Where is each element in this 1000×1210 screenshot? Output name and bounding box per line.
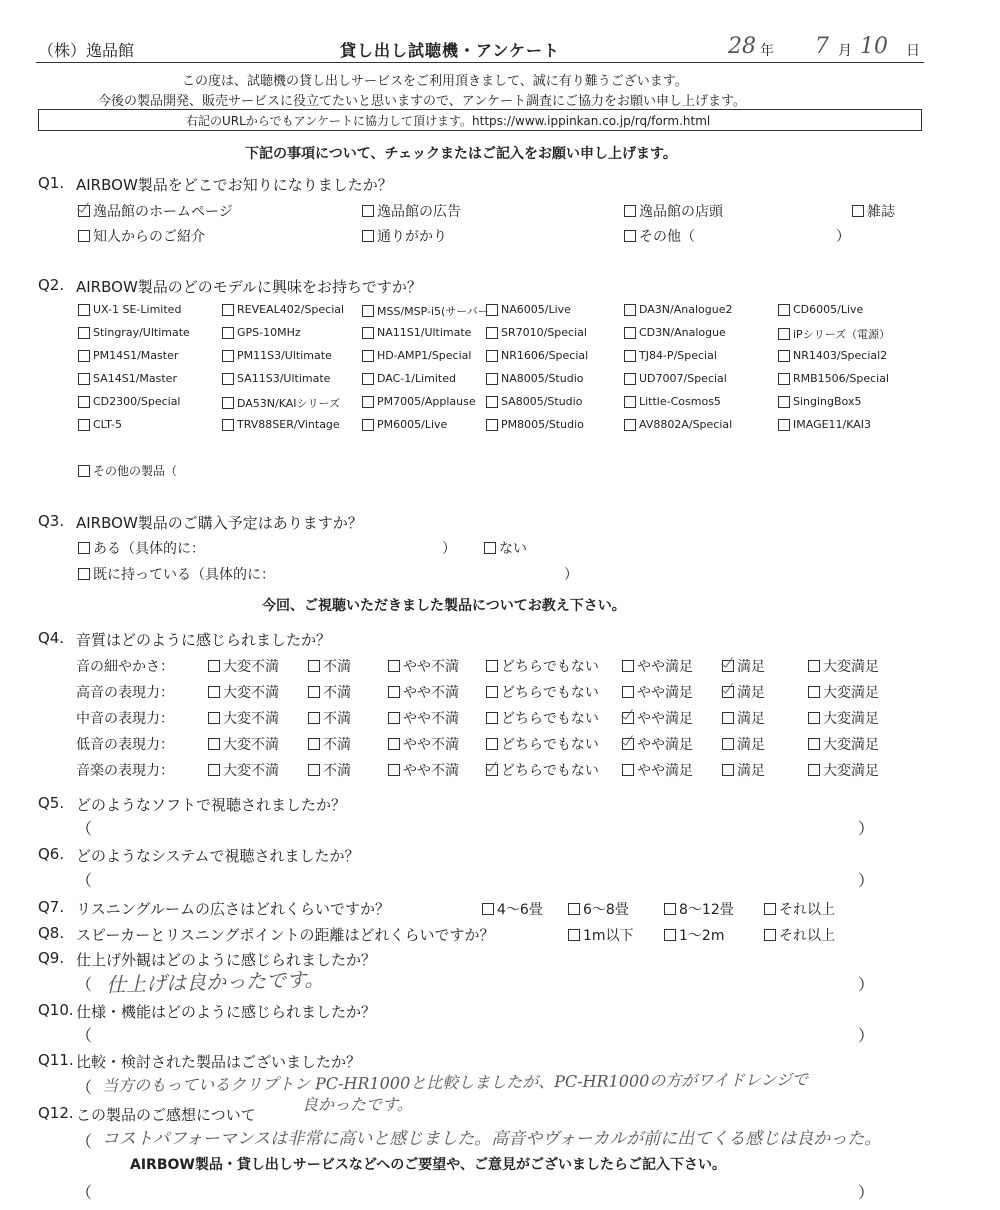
q4-rating-option[interactable]: 満足 <box>722 708 765 728</box>
checkbox[interactable] <box>486 327 498 339</box>
day-label: 日 <box>906 43 920 59</box>
q2-model-option[interactable]: UD7007/Special <box>624 372 727 385</box>
q4-rating-option[interactable]: 不満 <box>308 656 351 676</box>
q6-number: Q6. <box>38 845 65 863</box>
q1-option[interactable]: 逸品館の店頭 <box>624 201 723 221</box>
form-title: 貸し出し試聴機・アンケート <box>340 41 561 60</box>
q3-close-paren: ） <box>564 567 578 583</box>
checkbox[interactable] <box>362 350 374 362</box>
q2-model-option[interactable]: SR7010/Special <box>486 326 587 339</box>
q4-rating-option[interactable]: 大変不満 <box>208 734 279 754</box>
checkbox[interactable] <box>362 205 374 217</box>
q4-rating-option[interactable]: 満足 <box>722 734 765 754</box>
q2-model-option[interactable]: HD-AMP1/Special <box>362 349 471 362</box>
checkbox[interactable] <box>388 686 400 698</box>
q7-option[interactable]: 4～6畳 <box>482 899 543 919</box>
date-month: 7 <box>815 34 829 59</box>
checkbox[interactable] <box>568 929 580 941</box>
q8-number: Q8. <box>38 924 65 942</box>
q2-model-option[interactable]: RMB1506/Special <box>778 372 889 385</box>
q2-model-option[interactable]: MSS/MSP-i5(サーバー <box>362 303 489 319</box>
q2-model-option[interactable]: TJ84-P/Special <box>624 349 717 362</box>
checkbox[interactable] <box>622 712 634 724</box>
q8-option[interactable]: 1～2m <box>664 925 724 945</box>
q3-option-yes[interactable]: ある（具体的に： <box>78 538 205 558</box>
q7-option[interactable]: 8～12畳 <box>664 899 734 919</box>
checkbox[interactable] <box>308 686 320 698</box>
checkbox[interactable] <box>622 686 634 698</box>
q2-model-option[interactable]: DA3N/Analogue2 <box>624 303 732 316</box>
q3-close-paren: ） <box>442 541 456 557</box>
checkbox[interactable] <box>722 764 734 776</box>
q1-option[interactable]: 逸品館の広告 <box>362 201 461 221</box>
q7-number: Q7. <box>38 898 65 916</box>
checkbox[interactable] <box>722 660 734 672</box>
q3-text: AIRBOW製品のご購入予定はありますか？ <box>76 514 363 532</box>
checkbox[interactable] <box>208 686 220 698</box>
q4-rating-option[interactable]: 不満 <box>308 708 351 728</box>
checkbox[interactable] <box>222 327 234 339</box>
q12-number: Q12. <box>38 1104 74 1122</box>
checkbox[interactable] <box>486 738 498 750</box>
q4-rating-option[interactable]: やや満足 <box>622 708 693 728</box>
checkbox[interactable] <box>778 328 790 340</box>
checkbox[interactable] <box>486 419 498 431</box>
q4-rating-option[interactable]: 大変満足 <box>808 760 879 780</box>
q2-model-option[interactable]: Stingray/Ultimate <box>78 326 190 339</box>
checkbox[interactable] <box>764 929 776 941</box>
checkbox[interactable] <box>486 396 498 408</box>
checkbox[interactable] <box>664 929 676 941</box>
checkbox[interactable] <box>852 205 864 217</box>
q2-model-option[interactable]: TRV88SER/Vintage <box>222 418 340 431</box>
q2-model-option[interactable]: NR1606/Special <box>486 349 588 362</box>
q8-text: スピーカーとリスニングポイントの距離はどれくらいですか？ <box>76 926 495 944</box>
q4-rating-option[interactable]: やや満足 <box>622 656 693 676</box>
q2-model-option[interactable]: IMAGE11/KAI3 <box>778 418 871 431</box>
q2-model-option[interactable]: CD6005/Live <box>778 303 863 316</box>
checkbox[interactable] <box>808 660 820 672</box>
checkbox[interactable] <box>222 397 234 409</box>
checkbox[interactable] <box>624 396 636 408</box>
q11-answer-line2[interactable]: 良かったです。 <box>302 1095 413 1114</box>
q4-rating-option[interactable]: やや不満 <box>388 734 459 754</box>
intro-line1: この度は、試聴機の貸し出しサービスをご利用頂きまして、誠に有り難うございます。 <box>182 74 688 89</box>
date-day: 10 <box>860 34 888 59</box>
checkbox[interactable] <box>722 738 734 750</box>
checkbox[interactable] <box>722 686 734 698</box>
checkbox[interactable] <box>78 373 90 385</box>
checkbox[interactable] <box>308 660 320 672</box>
q4-rating-option[interactable]: 満足 <box>722 760 765 780</box>
checkbox[interactable] <box>362 373 374 385</box>
header-underline <box>36 62 924 63</box>
q11-number: Q11. <box>38 1051 74 1069</box>
checkbox[interactable] <box>78 465 90 477</box>
checkbox[interactable] <box>362 327 374 339</box>
q4-number: Q4. <box>38 629 65 647</box>
store-name: （株）逸品館 <box>38 41 135 60</box>
checkbox[interactable] <box>808 764 820 776</box>
q4-rating-option[interactable]: どちらでもない <box>486 760 599 780</box>
paren-close: ） <box>858 1026 875 1045</box>
q2-model-option[interactable]: DA53N/KAIシリーズ <box>222 395 340 411</box>
q8-option[interactable]: 1m以下 <box>568 925 634 945</box>
checkbox[interactable] <box>78 230 90 242</box>
checkbox[interactable] <box>78 568 90 580</box>
q4-row-label: 音楽の表現力： <box>76 763 174 779</box>
checkbox[interactable] <box>308 712 320 724</box>
paren-close: ） <box>858 1183 875 1202</box>
checkbox[interactable] <box>778 419 790 431</box>
q10-text: 仕様・機能はどのように感じられましたか？ <box>76 1003 377 1021</box>
q1-close-paren: ） <box>836 229 850 245</box>
q2-model-option[interactable]: PM14S1/Master <box>78 349 178 362</box>
checkbox[interactable] <box>78 396 90 408</box>
paren-open: （ <box>76 975 93 994</box>
paren-close: ） <box>858 819 875 838</box>
q4-rating-option[interactable]: 不満 <box>308 734 351 754</box>
q5-number: Q5. <box>38 794 65 812</box>
q4-row-label: 低音の表現力： <box>76 737 174 753</box>
intro-line2: 今後の製品開発、販売サービスに役立てたいと思いますので、アンケート調査にご協力をお願い申し上げます。 <box>98 94 746 109</box>
q4-rating-option[interactable]: 大変満足 <box>808 656 879 676</box>
q2-model-option[interactable]: AV8802A/Special <box>624 418 732 431</box>
checkbox[interactable] <box>486 660 498 672</box>
checkbox[interactable] <box>778 396 790 408</box>
q3-option-have[interactable]: 既に持っている（具体的に： <box>78 564 275 584</box>
q7-option[interactable]: 6～8畳 <box>568 899 629 919</box>
q4-rating-option[interactable]: やや満足 <box>622 734 693 754</box>
q2-model-option[interactable]: NA6005/Live <box>486 303 571 316</box>
q4-rating-option[interactable]: 大変不満 <box>208 682 279 702</box>
q2-text: AIRBOW製品のどのモデルに興味をお持ちですか？ <box>76 278 422 296</box>
checkbox[interactable] <box>388 712 400 724</box>
q5-text: どのようなソフトで視聴されましたか？ <box>76 796 347 814</box>
checkbox[interactable] <box>208 660 220 672</box>
checkbox[interactable] <box>362 305 374 317</box>
checkbox[interactable] <box>78 205 90 217</box>
checkbox[interactable] <box>808 738 820 750</box>
q2-model-option[interactable]: SingingBox5 <box>778 395 861 408</box>
paren-open: （ <box>76 819 93 838</box>
q4-rating-option[interactable]: やや不満 <box>388 682 459 702</box>
q1-option[interactable]: 知人からのご紹介 <box>78 226 205 246</box>
q4-row-label: 音の細やかさ： <box>76 659 174 675</box>
q11-answer-line1[interactable]: 当方のもっているクリプトン PC-HR1000と比較しましたが、PC-HR1000の方がワイドレンジで <box>101 1069 809 1096</box>
q1-text: AIRBOW製品をどこでお知りになりましたか？ <box>76 176 393 194</box>
checkbox[interactable] <box>388 660 400 672</box>
q12-answer-field[interactable]: コストパフォーマンスは非常に高いと感じました。高音やヴォーカルが前に出てくる感じは良かった。 <box>102 1129 882 1149</box>
checkbox[interactable] <box>222 373 234 385</box>
q2-model-option[interactable]: SA8005/Studio <box>486 395 582 408</box>
checkbox[interactable] <box>622 764 634 776</box>
q2-model-option[interactable]: SA11S3/Ultimate <box>222 372 330 385</box>
q4-rating-option[interactable]: 大変満足 <box>808 708 879 728</box>
q3-number: Q3. <box>38 512 65 530</box>
q2-model-option[interactable]: NA11S1/Ultimate <box>362 326 471 339</box>
q4-rating-option[interactable]: 満足 <box>722 682 765 702</box>
q1-option[interactable]: 雑誌 <box>852 201 895 221</box>
checkbox[interactable] <box>362 419 374 431</box>
q4-row-label: 高音の表現力： <box>76 685 174 701</box>
checkbox[interactable] <box>308 738 320 750</box>
q2-model-option[interactable]: iPシリーズ（電源） <box>778 326 890 342</box>
checkbox[interactable] <box>764 903 776 915</box>
q2-model-option[interactable]: GPS-10MHz <box>222 326 301 339</box>
checkbox[interactable] <box>624 205 636 217</box>
checkbox[interactable] <box>664 903 676 915</box>
q4-rating-option[interactable]: どちらでもない <box>486 682 599 702</box>
checkbox[interactable] <box>622 738 634 750</box>
q4-rating-option[interactable]: 大変満足 <box>808 734 879 754</box>
checkbox[interactable] <box>778 373 790 385</box>
q1-option[interactable]: 逸品館のホームページ <box>78 201 233 221</box>
date-year: 28 <box>728 34 756 59</box>
q4-row-label: 中音の表現力： <box>76 711 174 727</box>
q4-rating-option[interactable]: 満足 <box>722 656 765 676</box>
checkbox[interactable] <box>486 373 498 385</box>
checkbox[interactable] <box>362 396 374 408</box>
q4-rating-option[interactable]: 大変不満 <box>208 760 279 780</box>
paren-close: ） <box>858 975 875 994</box>
section-heading: 今回、ご視聴いただきました製品についてお教え下さい。 <box>262 598 626 614</box>
checkbox[interactable] <box>624 373 636 385</box>
q4-rating-option[interactable]: やや不満 <box>388 656 459 676</box>
checkbox[interactable] <box>624 304 636 316</box>
checkbox[interactable] <box>568 903 580 915</box>
checkbox[interactable] <box>778 350 790 362</box>
q4-rating-option[interactable]: やや満足 <box>622 760 693 780</box>
q2-model-option[interactable]: PM11S3/Ultimate <box>222 349 332 362</box>
q11-text: 比較・検討された製品はございましたか？ <box>76 1053 362 1071</box>
checkbox[interactable] <box>388 764 400 776</box>
q8-option[interactable]: それ以上 <box>764 925 835 945</box>
paren-open: （ <box>76 1026 93 1045</box>
q2-model-option[interactable]: PM8005/Studio <box>486 418 584 431</box>
checkbox[interactable] <box>486 350 498 362</box>
paren-open: （ <box>76 871 93 890</box>
q2-model-option[interactable]: UX-1 SE-Limited <box>78 303 181 316</box>
checkbox[interactable] <box>808 712 820 724</box>
q2-model-option[interactable]: PM6005/Live <box>362 418 447 431</box>
checkbox[interactable] <box>722 712 734 724</box>
q2-model-option[interactable]: Little-Cosmos5 <box>624 395 721 408</box>
paren-open: （ <box>76 1132 93 1151</box>
q2-model-option[interactable]: SA14S1/Master <box>78 372 177 385</box>
checkbox[interactable] <box>78 304 90 316</box>
paren-open: （ <box>76 1183 93 1202</box>
checkbox[interactable] <box>222 304 234 316</box>
q7-option[interactable]: それ以上 <box>764 899 835 919</box>
q6-text: どのようなシステムで視聴されましたか？ <box>76 847 360 865</box>
checkbox[interactable] <box>78 327 90 339</box>
q2-model-option[interactable]: NA8005/Studio <box>486 372 584 385</box>
checkbox[interactable] <box>208 738 220 750</box>
footer-request: AIRBOW製品・貸し出しサービスなどへのご要望や、ご意見がございましたらご記入下さい。 <box>130 1157 726 1173</box>
checkbox[interactable] <box>808 686 820 698</box>
q7-text: リスニングルームの広さはどれくらいですか？ <box>76 900 390 918</box>
checkbox[interactable] <box>486 304 498 316</box>
q1-option[interactable]: 通りがかり <box>362 226 447 246</box>
checkbox[interactable] <box>622 660 634 672</box>
q2-model-option[interactable]: CD2300/Special <box>78 395 180 408</box>
checkbox[interactable] <box>486 712 498 724</box>
q1-option[interactable]: その他（ <box>624 226 695 246</box>
checkbox[interactable] <box>388 738 400 750</box>
q2-model-option[interactable]: REVEAL402/Special <box>222 303 344 316</box>
checkbox[interactable] <box>624 230 636 242</box>
checkbox[interactable] <box>624 327 636 339</box>
q1-number: Q1. <box>38 174 65 192</box>
q4-rating-option[interactable]: 不満 <box>308 682 351 702</box>
q4-rating-option[interactable]: どちらでもない <box>486 656 599 676</box>
paren-open: （ <box>76 1078 93 1097</box>
q4-rating-option[interactable]: 大変満足 <box>808 682 879 702</box>
instruction: 下記の事項について、チェックまたはご記入をお願い申し上げます。 <box>245 146 677 162</box>
q9-number: Q9. <box>38 949 65 967</box>
q4-text: 音質はどのように感じられましたか？ <box>76 631 332 649</box>
q4-rating-option[interactable]: 大変不満 <box>208 708 279 728</box>
q3-option-no[interactable]: ない <box>484 538 527 558</box>
q9-answer-field[interactable]: 仕上げは良かったです。 <box>105 967 325 997</box>
checkbox[interactable] <box>208 764 220 776</box>
q2-model-option[interactable]: PM7005/Applause <box>362 395 476 408</box>
checkbox[interactable] <box>362 230 374 242</box>
checkbox[interactable] <box>486 764 498 776</box>
q4-rating-option[interactable]: やや満足 <box>622 682 693 702</box>
url-line: 右記のURLからでもアンケートに協力して頂けます。https://www.ippinkan.co.jp/rq/form.html <box>186 114 711 128</box>
q2-number: Q2. <box>38 276 65 294</box>
checkbox[interactable] <box>484 542 496 554</box>
checkbox[interactable] <box>778 304 790 316</box>
q4-rating-option[interactable]: やや不満 <box>388 708 459 728</box>
checkbox[interactable] <box>78 350 90 362</box>
checkbox[interactable] <box>208 712 220 724</box>
checkbox[interactable] <box>624 350 636 362</box>
checkbox[interactable] <box>308 764 320 776</box>
checkbox[interactable] <box>482 903 494 915</box>
checkbox[interactable] <box>78 419 90 431</box>
q2-model-option[interactable]: NR1403/Special2 <box>778 349 887 362</box>
q2-model-option[interactable]: CD3N/Analogue <box>624 326 726 339</box>
checkbox[interactable] <box>624 419 636 431</box>
q2-model-option[interactable]: DAC-1/Limited <box>362 372 456 385</box>
q4-rating-option[interactable]: 大変不満 <box>208 656 279 676</box>
q4-rating-option[interactable]: どちらでもない <box>486 708 599 728</box>
checkbox[interactable] <box>222 419 234 431</box>
q2-other-option[interactable]: その他の製品（ <box>78 462 177 479</box>
q9-text: 仕上げ外観はどのように感じられましたか？ <box>76 951 377 969</box>
paren-close: ） <box>858 871 875 890</box>
checkbox[interactable] <box>78 542 90 554</box>
q4-rating-option[interactable]: 不満 <box>308 760 351 780</box>
q10-number: Q10. <box>38 1001 74 1019</box>
q4-rating-option[interactable]: どちらでもない <box>486 734 599 754</box>
month-label: 月 <box>838 43 852 59</box>
checkbox[interactable] <box>486 686 498 698</box>
q4-rating-option[interactable]: やや不満 <box>388 760 459 780</box>
checkbox[interactable] <box>222 350 234 362</box>
q2-model-option[interactable]: CLT-5 <box>78 418 122 431</box>
year-label: 年 <box>760 43 774 59</box>
q12-text: この製品のご感想について <box>76 1106 256 1124</box>
